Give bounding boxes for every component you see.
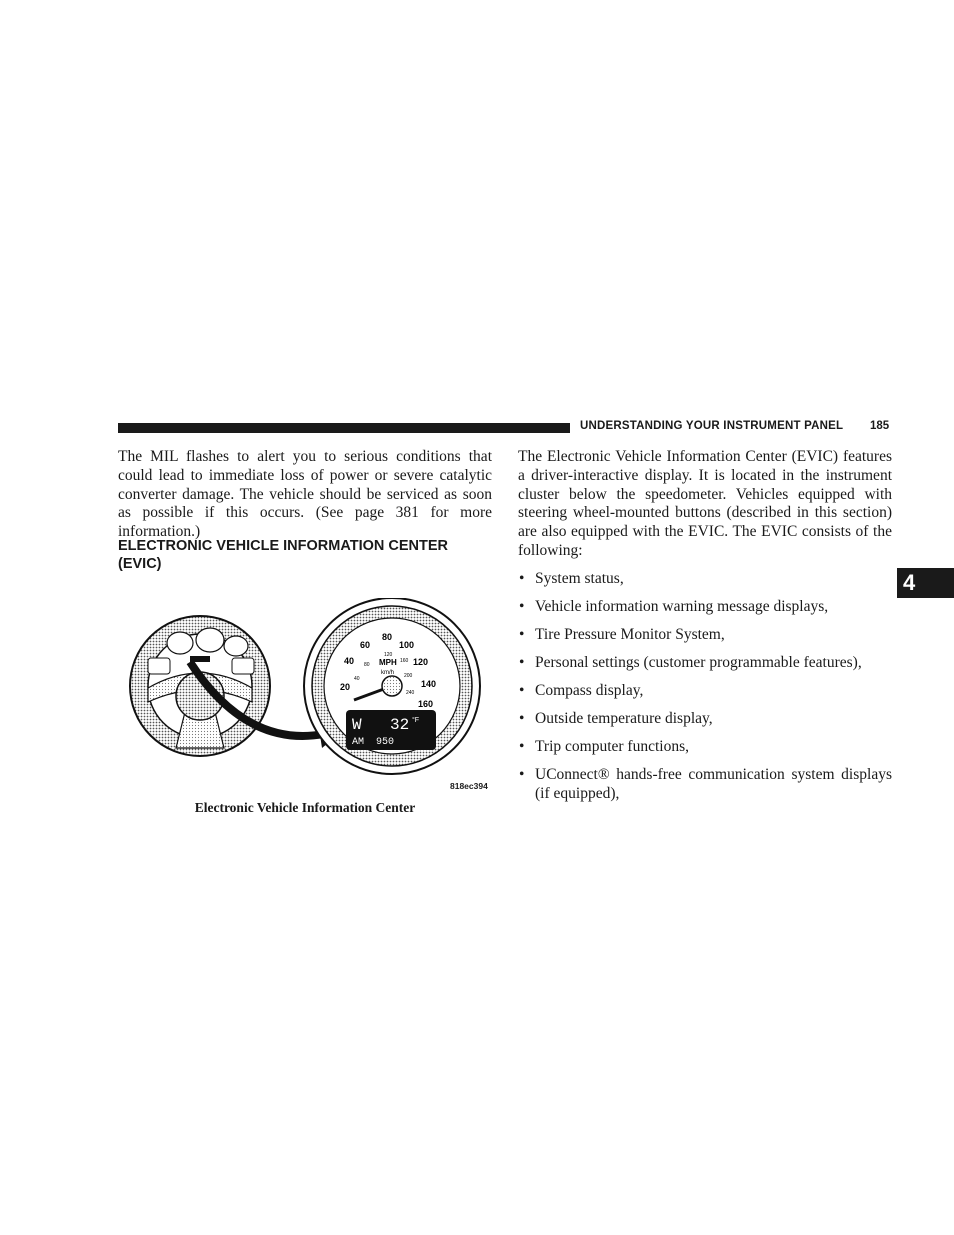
left-column xyxy=(118,448,492,542)
kmh-tick-40: 40 xyxy=(354,676,360,682)
tick-label-120: 120 xyxy=(413,657,429,667)
mph-label: MPH xyxy=(379,658,397,667)
chapter-tab: 4 xyxy=(897,568,954,598)
kmh-tick-80: 80 xyxy=(364,662,370,668)
list-item: • Outside temperature display, xyxy=(518,710,892,729)
tick-label-40: 40 xyxy=(344,656,355,666)
figure-code: 818ec394 xyxy=(450,781,488,791)
list-item: • UConnect® hands-free communication system displays (if equipped), xyxy=(518,766,892,804)
right-column xyxy=(518,448,892,561)
tick-label-160: 160 xyxy=(418,699,434,709)
running-header-title: UNDERSTANDING YOUR INSTRUMENT PANEL xyxy=(580,420,844,432)
kmh-tick-240: 240 xyxy=(406,690,415,696)
evic-paragraph: The Electronic Vehicle Information Center (EVIC) features a driver-interactive display. It is located in the instrument cluster below the speedometer. Vehicles equipped with steering wheel-mounted buttons (described in this section) are also equipped with the EVIC. The EVIC consists of the following: xyxy=(518,448,892,559)
display-temperature: 32 xyxy=(390,716,410,734)
list-item: • Vehicle information warning message displays, xyxy=(518,598,892,617)
evic-illustration xyxy=(128,598,492,794)
tick-label-60: 60 xyxy=(360,640,371,650)
display-radio-band: AM xyxy=(352,737,365,748)
kmh-tick-120: 120 xyxy=(384,652,393,658)
kmh-label: km/h xyxy=(381,670,395,676)
evic-features-list xyxy=(518,570,892,813)
display-radio-frequency: 950 xyxy=(376,737,395,748)
tick-label-80: 80 xyxy=(382,632,393,642)
kmh-tick-160: 160 xyxy=(400,658,409,664)
evic-figure-svg xyxy=(128,598,492,794)
tick-label-100: 100 xyxy=(399,640,415,650)
section-heading: ELECTRONIC VEHICLE INFORMATION CENTER (EVIC) xyxy=(118,538,449,572)
list-item: • Tire Pressure Monitor System, xyxy=(518,626,892,645)
list-item: • Personal settings (customer programmable features), xyxy=(518,654,892,673)
page-number: 185 xyxy=(870,420,890,432)
list-item: • Trip computer functions, xyxy=(518,738,892,757)
list-item: • System status, xyxy=(518,570,892,589)
kmh-tick-200: 200 xyxy=(404,673,413,679)
list-item: • Compass display, xyxy=(518,682,892,701)
steering-wheel xyxy=(130,616,270,756)
display-temp-unit: °F xyxy=(412,717,420,724)
figure-caption: Electronic Vehicle Information Center xyxy=(194,800,416,815)
tick-label-20: 20 xyxy=(340,682,351,692)
display-compass: W xyxy=(352,716,362,734)
mil-paragraph: The MIL flashes to alert you to serious conditions that could lead to immediate loss of power or severe catalytic converter damage. The vehicle should be serviced as soon as possible if this occurs. (See page 381 for more information.) xyxy=(118,448,492,541)
header-rule xyxy=(118,423,570,433)
tick-label-140: 140 xyxy=(421,679,437,689)
